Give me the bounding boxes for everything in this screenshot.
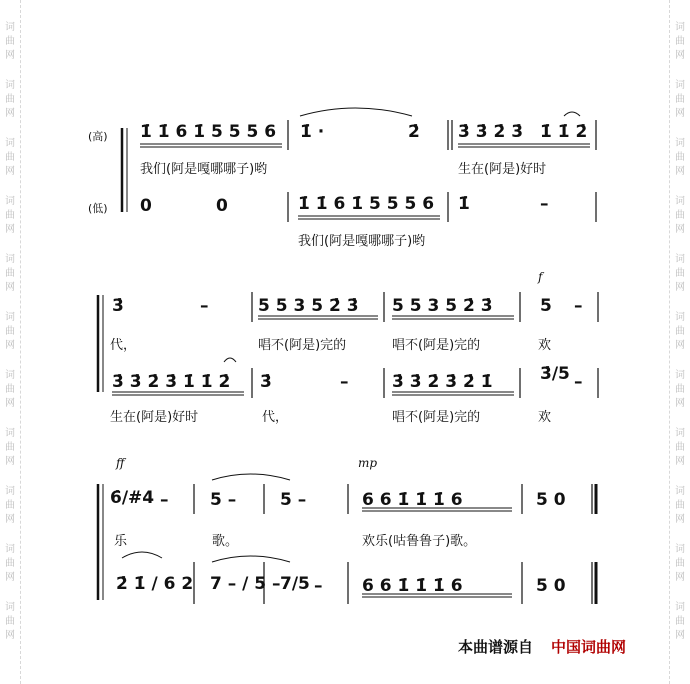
watermark-char: 词 xyxy=(5,254,15,265)
watermark-char: 词 xyxy=(675,370,685,381)
watermark-char: 网 xyxy=(675,456,685,467)
s2-low-dash-1: – xyxy=(340,372,349,392)
watermark-char: 曲 xyxy=(5,94,15,105)
watermark-char: 网 xyxy=(675,282,685,293)
watermark-char: 网 xyxy=(675,224,685,235)
s1-low-rest-2: 0 xyxy=(216,196,228,216)
watermark-char: 曲 xyxy=(5,500,15,511)
watermark-char: 曲 xyxy=(5,152,15,163)
watermark-char: 网 xyxy=(675,340,685,351)
watermark-char: 曲 xyxy=(675,36,685,47)
s1-high-notes-5: 1̇ 1̇ 2̇ xyxy=(540,122,588,142)
s2-high-lyric-4: 欢 xyxy=(538,338,552,353)
watermark-char: 网 xyxy=(675,50,685,61)
s3-high-lyric-3: 欢乐(咕鲁鲁子)歌。 xyxy=(362,534,477,549)
watermark-char: 曲 xyxy=(5,558,15,569)
watermark-char: 网 xyxy=(5,456,15,467)
watermark-char: 曲 xyxy=(5,616,15,627)
s2-low-chord: 3̇/5 xyxy=(540,364,570,384)
watermark-char: 词 xyxy=(5,312,15,323)
watermark-char: 网 xyxy=(5,166,15,177)
watermark-char: 曲 xyxy=(675,500,685,511)
watermark-char: 词 xyxy=(675,486,685,497)
watermark-char: 词 xyxy=(5,138,15,149)
watermark-char: 网 xyxy=(5,514,15,525)
watermark-char: 网 xyxy=(5,224,15,235)
watermark-char: 词 xyxy=(5,602,15,613)
s1-low-notes-2: 1̇ xyxy=(458,194,470,214)
s2-high-notes-4: 5 xyxy=(540,296,552,316)
watermark-char: 曲 xyxy=(675,384,685,395)
watermark-char: 曲 xyxy=(5,36,15,47)
watermark-char: 词 xyxy=(5,370,15,381)
s2-low-notes-3: 3̇ 3̇ 2̇ 3̇ 2̇ 1̇ xyxy=(392,372,493,392)
watermark-char: 曲 xyxy=(5,442,15,453)
high-part-label: (高) xyxy=(88,130,108,143)
watermark-char: 网 xyxy=(675,398,685,409)
s1-high-notes-2: 1̇ · xyxy=(300,122,325,142)
watermark-char: 词 xyxy=(5,196,15,207)
watermark-char: 词 xyxy=(675,544,685,555)
s2-high-dash-2: – xyxy=(574,296,583,316)
s2-low-notes-2: 3̇ xyxy=(260,372,272,392)
watermark-char: 网 xyxy=(5,340,15,351)
watermark-char: 网 xyxy=(675,630,685,641)
s1-high-notes-4: 3̇ 3̇ 2̇ 3̇ xyxy=(458,122,524,142)
s1-low-dash: – xyxy=(540,194,549,214)
footer-source-label: 本曲谱源自 xyxy=(458,638,534,656)
watermark-char: 曲 xyxy=(675,152,685,163)
s3-low-chord-3: 7/5 xyxy=(280,574,310,594)
s1-low-notes: 1̇ 1̇ 6 1̇ 5 5 5 6 xyxy=(298,194,435,214)
watermark-char: 网 xyxy=(675,572,685,583)
watermark-char: 曲 xyxy=(5,384,15,395)
s3-low-notes-5: 5 0 xyxy=(536,576,566,596)
watermark-char: 网 xyxy=(5,282,15,293)
watermark-char: 词 xyxy=(675,602,685,613)
s2-low-lyric-4: 欢 xyxy=(538,410,552,425)
s1-high-notes-1: 1̇ 1̇ 6 1̇ 5 5 5 6 xyxy=(140,122,277,142)
low-part-label: (低) xyxy=(88,202,108,215)
s2-low-dash-2: – xyxy=(574,372,583,392)
s2-dynamic: f xyxy=(538,270,543,284)
s2-high-lyric-1: 代， xyxy=(110,338,137,353)
s3-high-notes-2: 5 – xyxy=(210,490,237,510)
watermark-char: 网 xyxy=(675,108,685,119)
watermark-char: 词 xyxy=(675,80,685,91)
watermark-char: 词 xyxy=(5,544,15,555)
watermark-char: 词 xyxy=(675,22,685,33)
watermark-char: 网 xyxy=(5,630,15,641)
s3-high-chord: 6̇/#4 xyxy=(110,488,155,508)
watermark-char: 曲 xyxy=(5,326,15,337)
s1-high-lyric: 我们(阿是嘎哪哪子)哟 xyxy=(140,162,268,177)
s2-low-lyric-2: 代， xyxy=(262,410,289,425)
watermark-char: 网 xyxy=(5,572,15,583)
s3-high-notes-3: 5 – xyxy=(280,490,307,510)
watermark-char: 词 xyxy=(675,196,685,207)
watermark-char: 词 xyxy=(675,428,685,439)
watermark-char: 网 xyxy=(675,166,685,177)
s3-high-lyric-1: 乐 xyxy=(114,534,128,549)
s2-high-lyric-2: 唱不(阿是)完的 xyxy=(258,338,347,353)
s2-high-notes-2: 5 5 3 5 2̇ 3̇ xyxy=(258,296,359,316)
watermark-char: 网 xyxy=(5,50,15,61)
s2-low-lyric-3: 唱不(阿是)完的 xyxy=(392,410,481,425)
watermark-char: 曲 xyxy=(675,94,685,105)
s2-low-lyric-1: 生在(阿是)好时 xyxy=(110,410,199,425)
watermark-char: 曲 xyxy=(675,442,685,453)
s2-high-notes-1: 3̇ xyxy=(112,296,124,316)
s2-low-notes-1: 3̇ 3̇ 2̇ 3̇ 1̇ 1̇ 2̇ xyxy=(112,372,231,392)
watermark-char: 词 xyxy=(675,312,685,323)
watermark-char: 词 xyxy=(675,138,685,149)
watermark-char: 曲 xyxy=(675,326,685,337)
s3-dynamic-ff: ff xyxy=(116,456,125,470)
footer-site-link[interactable]: 中国词曲网 xyxy=(551,638,627,656)
source-footer xyxy=(458,636,626,657)
watermark-char: 词 xyxy=(5,428,15,439)
watermark-char: 曲 xyxy=(5,210,15,221)
s2-high-dash-1: – xyxy=(200,296,209,316)
s3-high-notes-4: 6 6 1̇ 1̇ 1̇ 6 xyxy=(362,490,463,510)
watermark-char: 词 xyxy=(5,80,15,91)
s1-low-lyric: 我们(阿是嘎哪哪子)哟 xyxy=(298,234,426,249)
watermark-char: 词 xyxy=(5,22,15,33)
watermark-char: 曲 xyxy=(675,268,685,279)
s1-high-lyric-2: 生在(阿是)好时 xyxy=(458,162,547,177)
s3-low-dash: – xyxy=(314,576,323,596)
s2-high-lyric-3: 唱不(阿是)完的 xyxy=(392,338,481,353)
watermark-char: 网 xyxy=(5,398,15,409)
s1-high-notes-3: 2̇ xyxy=(408,122,420,142)
watermark-char: 网 xyxy=(675,514,685,525)
watermark-char: 词 xyxy=(675,254,685,265)
s3-low-chord-2: 7 – / 5 – xyxy=(210,574,281,594)
watermark-char: 词 xyxy=(5,486,15,497)
s2-high-notes-3: 5 5 3 5 2̇ 3̇ xyxy=(392,296,493,316)
watermark-char: 曲 xyxy=(675,210,685,221)
s3-high-dash: – xyxy=(160,490,169,510)
s3-high-lyric-2: 歌。 xyxy=(212,534,239,549)
s3-low-chord-1: 2̇ 1̇ / 6 2 xyxy=(116,574,194,594)
watermark-char: 曲 xyxy=(5,268,15,279)
s1-low-rest-1: 0 xyxy=(140,196,152,216)
watermark-char: 曲 xyxy=(675,616,685,627)
watermark-char: 曲 xyxy=(675,558,685,569)
s3-dynamic-mp: mp xyxy=(358,456,378,470)
s3-low-notes-4: 6 6 1̇ 1̇ 1̇ 6 xyxy=(362,576,463,596)
s3-high-notes-5: 5 0 xyxy=(536,490,566,510)
watermark-char: 网 xyxy=(5,108,15,119)
